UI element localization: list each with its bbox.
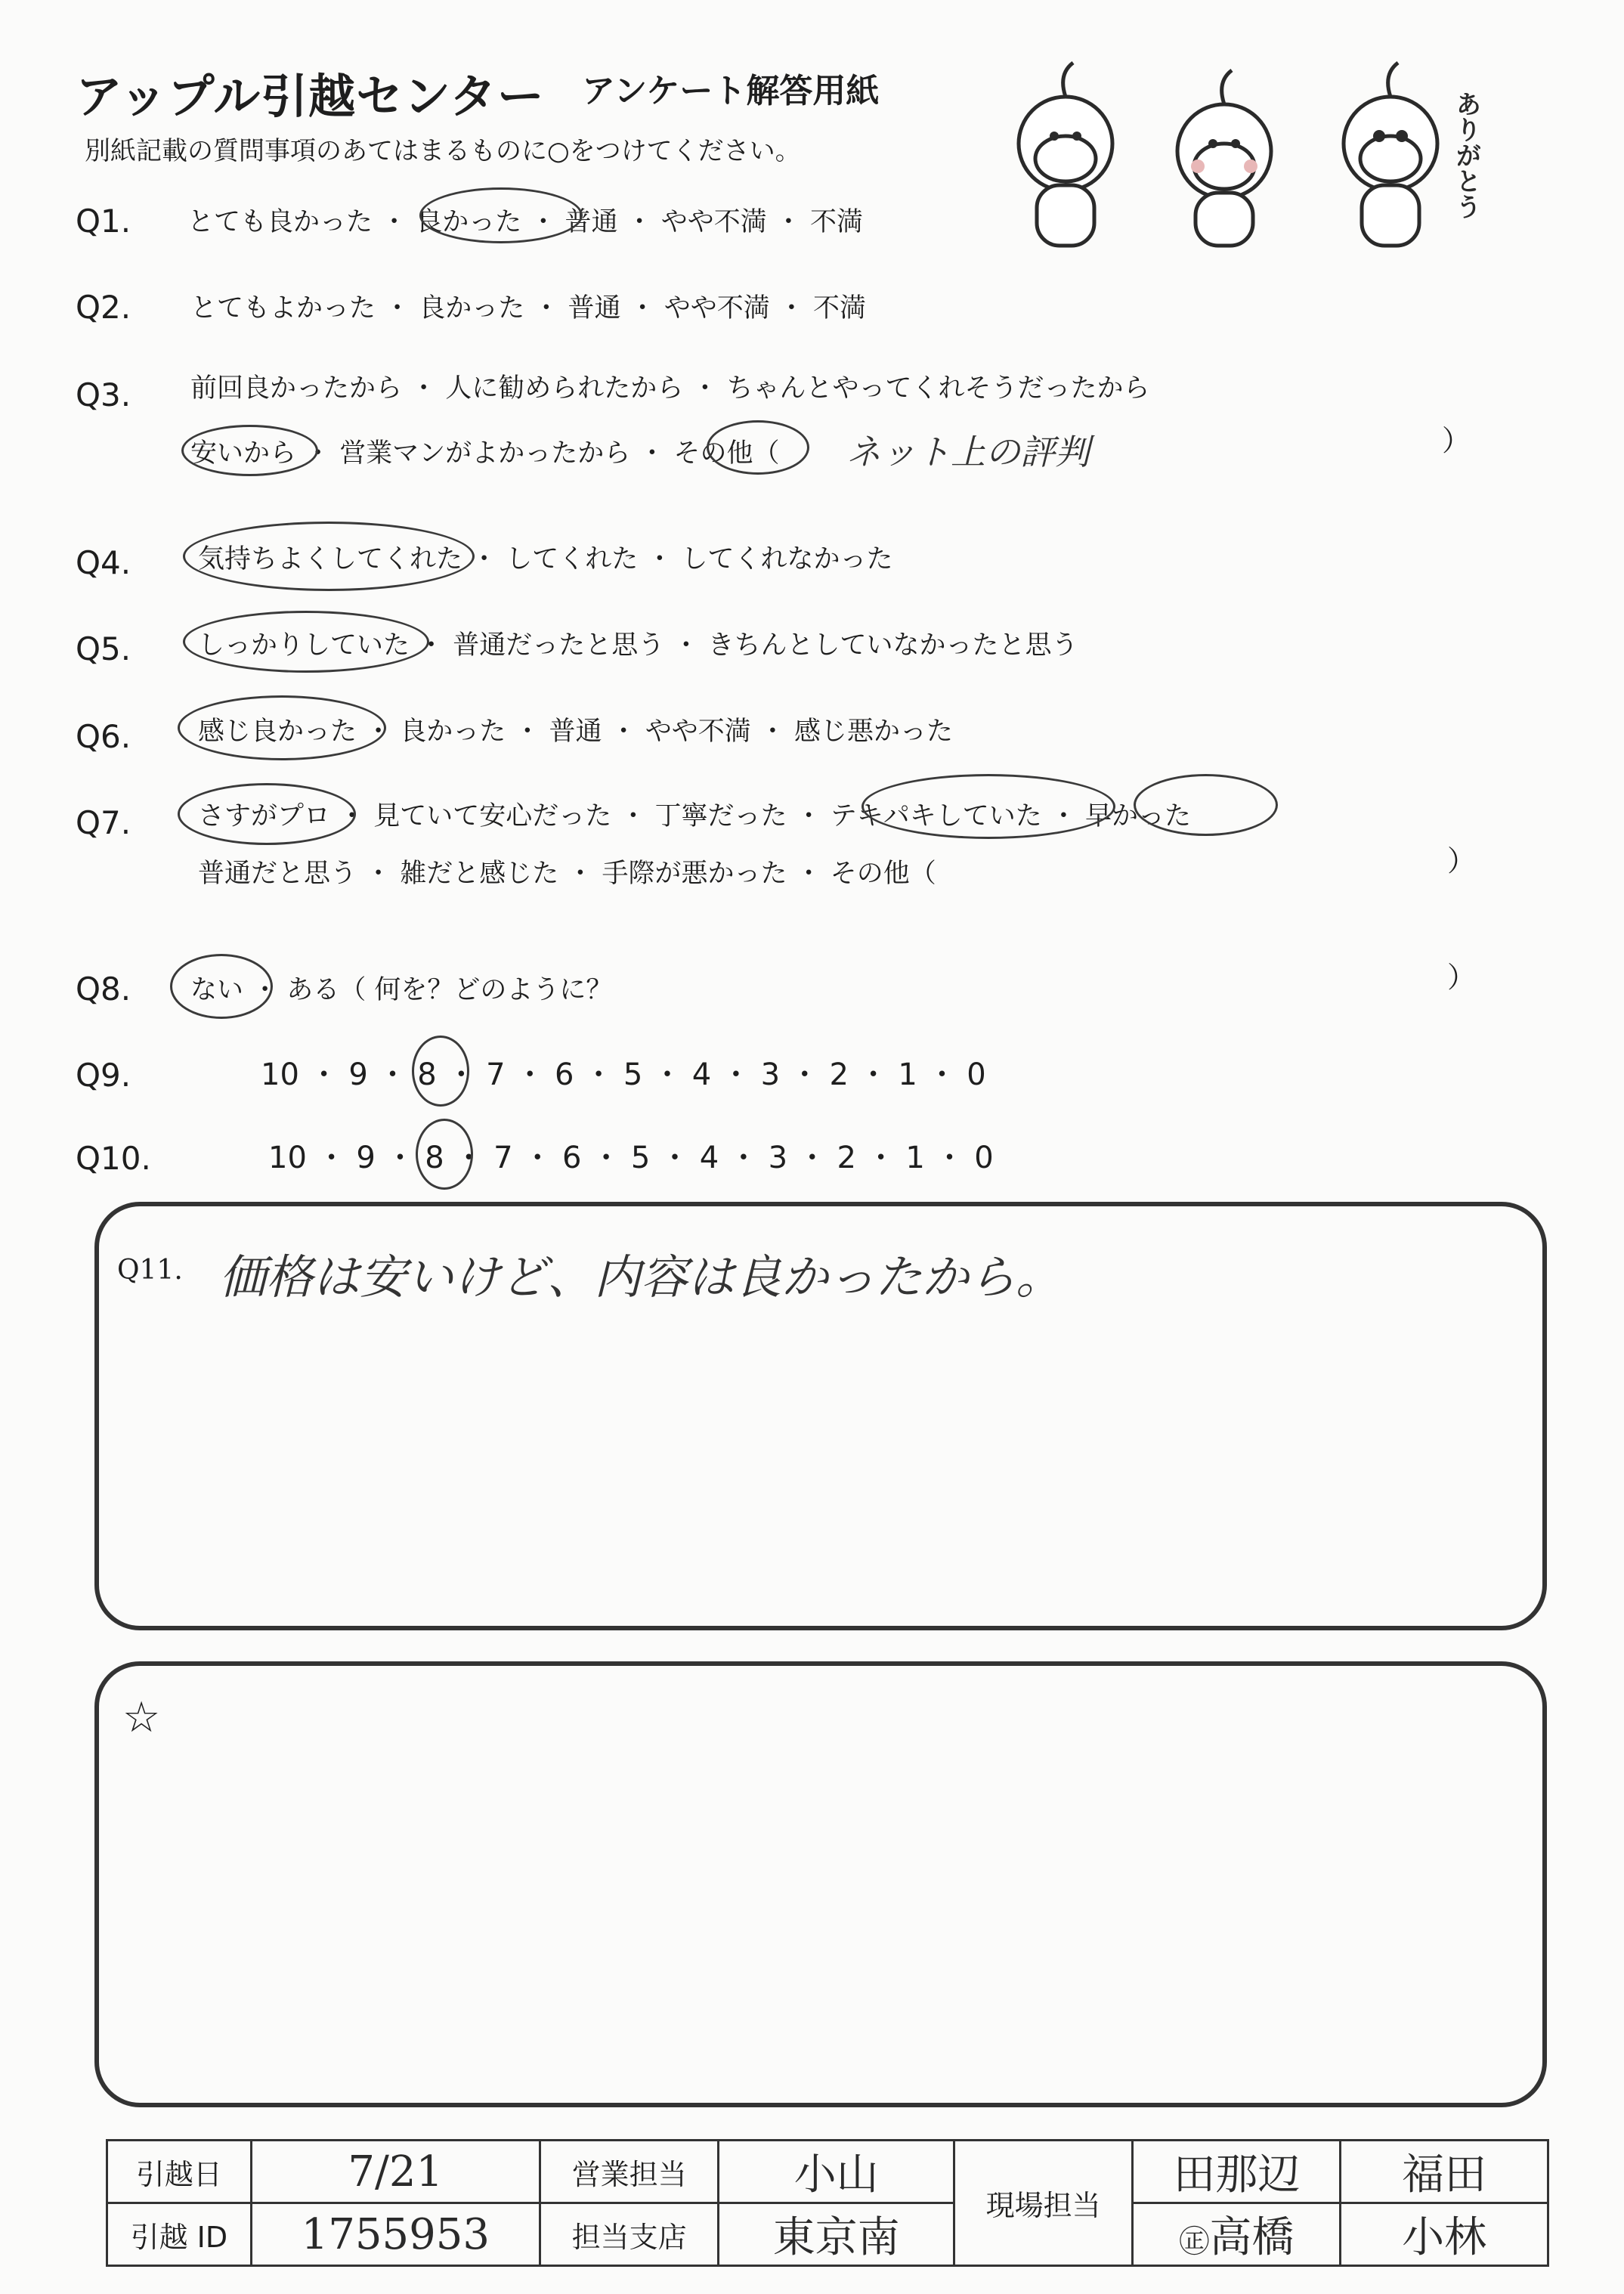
q6-selected-circle	[178, 695, 386, 760]
q9-label: Q9.	[76, 1057, 131, 1094]
form-title: アンケート解答用紙	[582, 72, 880, 110]
q8-selected-circle	[170, 954, 273, 1019]
branch-label: 担当支店	[540, 2203, 719, 2266]
company-title: アップル引越センター	[76, 69, 545, 124]
q1-label: Q1.	[76, 203, 131, 240]
q3-options-line1: 前回良かったから ・ 人に勧められたから ・ ちゃんとやってくれそうだったから	[190, 373, 1150, 404]
branch-name: 東京南	[719, 2203, 954, 2266]
q3-close-paren: ）	[1442, 424, 1471, 457]
q9-selected-circle	[412, 1036, 469, 1107]
q6-label: Q6.	[76, 718, 131, 755]
site-staff-1: 田那辺	[1133, 2141, 1341, 2203]
move-date-label: 引越日	[107, 2141, 252, 2203]
q1-options: とても良かった ・ 良かった ・ 普通 ・ やや不満 ・ 不満	[187, 207, 864, 237]
move-id-label: 引越 ID	[107, 2203, 252, 2266]
q3-options-line2: 安いから ・ 営業マンがよかったから ・ その他（	[190, 438, 780, 469]
site-label: 現場担当	[954, 2141, 1133, 2266]
q1-selected-circle	[419, 187, 583, 243]
mascot-caption: ありがとう	[1451, 91, 1481, 219]
q7-options-line2: 普通だと思う ・ 雑だと感じた ・ 手際が悪かった ・ その他（	[198, 859, 936, 889]
q10-selected-circle	[416, 1119, 473, 1190]
move-id-value: 1755953	[251, 2203, 540, 2266]
sales-name: 小山	[719, 2141, 954, 2203]
q7-close-paren: ）	[1447, 844, 1477, 878]
q4-options: 気持ちよくしてくれた ・ してくれた ・ してくれなかった	[198, 544, 893, 574]
footer-table	[106, 2139, 1549, 2267]
star-icon: ☆	[122, 1693, 161, 1742]
q2-options: とてもよかった ・ 良かった ・ 普通 ・ やや不満 ・ 不満	[190, 293, 867, 324]
q4-label: Q4.	[76, 544, 131, 581]
site-staff-3: 高橋	[1209, 2213, 1295, 2262]
q7-selected-circle-1	[178, 783, 356, 845]
q5-label: Q5.	[76, 630, 131, 667]
q3-label: Q3.	[76, 376, 131, 413]
lead-mark: ㊣	[1179, 2224, 1210, 2259]
q11-handwritten-answer: 価格は安いけど、内容は良かったから。	[219, 1249, 1063, 1305]
q6-options: 感じ良かった ・ 良かった ・ 普通 ・ やや不満 ・ 感じ悪かった	[198, 717, 954, 747]
q8-options: ない ・ ある（ 何を？どのように？	[190, 975, 613, 1005]
q10-scale: 10 ・ 9 ・ 8 ・ 7 ・ 6 ・ 5 ・ 4 ・ 3 ・ 2 ・ 1 ・ 0	[268, 1141, 994, 1175]
q3-selected-circle-2	[707, 420, 809, 475]
q9-scale: 10 ・ 9 ・ 8 ・ 7 ・ 6 ・ 5 ・ 4 ・ 3 ・ 2 ・ 1 ・ 0	[261, 1057, 986, 1092]
q7-selected-circle-2	[861, 774, 1115, 839]
notes-box	[94, 1661, 1547, 2107]
q7-selected-circle-3	[1134, 774, 1278, 836]
q3-handwritten-answer: ネット上の評判	[846, 432, 1090, 472]
q10-label: Q10.	[76, 1140, 151, 1177]
q7-options-line1: さすがプロ ・ 見ていて安心だった ・ 丁寧だった ・ テキパキしていた ・ 早かった	[198, 801, 1192, 831]
mascot-illustration	[982, 45, 1527, 257]
q8-label: Q8.	[76, 971, 131, 1008]
q5-options: しっかりしていた ・ 普通だったと思う ・ きちんとしていなかったと思う	[198, 630, 1078, 661]
q8-close-paren: ）	[1447, 961, 1477, 994]
move-date-value: 7/21	[251, 2141, 540, 2203]
q2-label: Q2.	[76, 289, 131, 326]
q5-selected-circle	[183, 611, 429, 673]
site-staff-4: 小林	[1341, 2203, 1548, 2266]
q4-selected-circle	[183, 522, 475, 591]
q3-selected-circle-1	[181, 425, 318, 476]
instruction-text: 別紙記載の質問事項のあてはまるものに○をつけてください。	[85, 136, 801, 166]
site-staff-2: 福田	[1341, 2141, 1548, 2203]
site-staff-3-cell	[1133, 2203, 1341, 2266]
sales-label: 営業担当	[540, 2141, 719, 2203]
q7-label: Q7.	[76, 804, 131, 841]
q11-label: Q11.	[117, 1255, 183, 1286]
